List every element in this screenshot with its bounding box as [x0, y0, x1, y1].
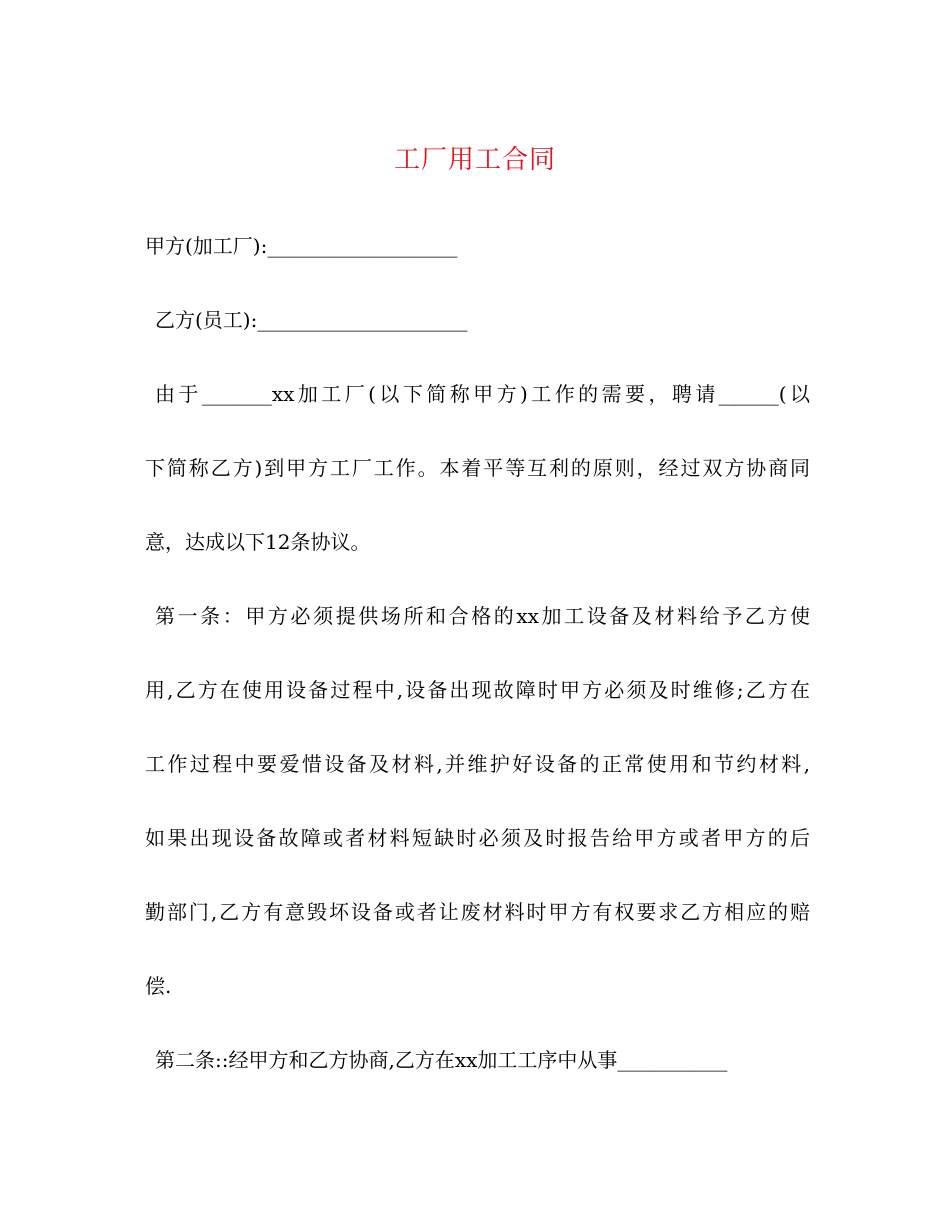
- document-title: 工厂用工合同: [393, 145, 556, 175]
- article-1-line: 第一条：甲方必须提供场所和合格的xx加工设备及材料给予乙方使: [155, 604, 810, 628]
- paragraph-line: 由于_______xx加工厂(以下简称甲方)工作的需要，聘请______(以: [155, 382, 810, 406]
- article-1-line: 用,乙方在使用设备过程中,设备出现故障时甲方必须及时维修;乙方在: [145, 678, 810, 702]
- article-1-line: 工作过程中要爱惜设备及材料,并维护好设备的正常使用和节约材料,: [145, 752, 810, 776]
- article-1-line: 勤部门,乙方有意毁坏设备或者让废材料时甲方有权要求乙方相应的赔: [145, 900, 810, 924]
- party-b-line: 乙方(员工):_____________________: [155, 308, 468, 332]
- party-a-line: 甲方(加工厂):___________________: [145, 234, 458, 258]
- contract-body: [145, 226, 810, 1114]
- article-1-line: 如果出现设备故障或者材料短缺时必须及时报告给甲方或者甲方的后: [145, 826, 810, 850]
- paragraph-line: 下简称乙方)到甲方工厂工作。本着平等互利的原则，经过双方协商同: [145, 456, 810, 480]
- paragraph-line: 意，达成以下12条协议。: [145, 530, 371, 554]
- article-2-line: 第二条::经甲方和乙方协商,乙方在xx加工工序中从事___________: [155, 1048, 728, 1072]
- article-1-line: 偿.: [145, 974, 172, 998]
